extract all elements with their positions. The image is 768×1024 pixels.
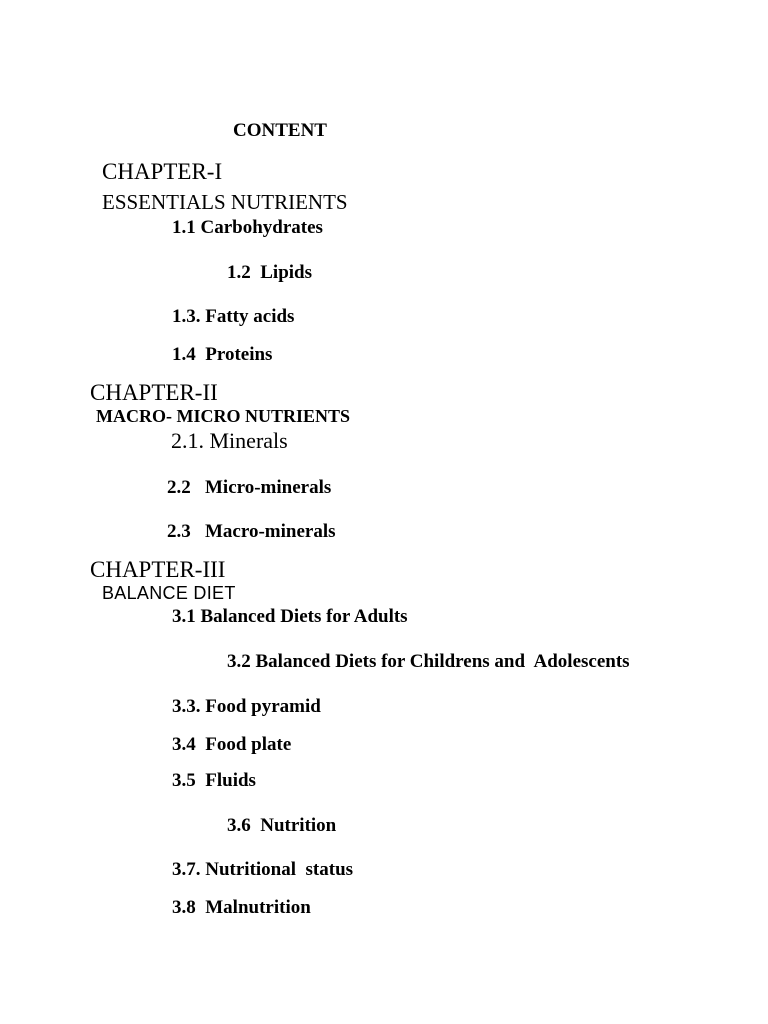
toc-item-1-4: 1.4 Proteins — [172, 344, 273, 365]
toc-item-3-7: 3.7. Nutritional status — [172, 859, 354, 880]
toc-item-3-4: 3.4 Food plate — [172, 734, 292, 755]
toc-item-3-3: 3.3. Food pyramid — [172, 696, 321, 717]
chapter-2-title: MACRO- MICRO NUTRIENTS — [96, 406, 351, 426]
toc-item-3-5: 3.5 Fluids — [172, 770, 256, 791]
chapter-3-title: BALANCE DIET — [102, 583, 236, 603]
toc-item-2-1: 2.1. Minerals — [171, 428, 288, 453]
toc-item-1-1: 1.1 Carbohydrates — [172, 217, 323, 238]
toc-item-2-2: 2.2 Micro-minerals — [167, 477, 332, 498]
toc-item-3-6: 3.6 Nutrition — [227, 815, 337, 836]
chapter-3-heading: CHAPTER-III — [90, 557, 226, 582]
toc-item-3-2: 3.2 Balanced Diets for Childrens and Adolescents — [227, 651, 630, 672]
toc-item-3-1: 3.1 Balanced Diets for Adults — [172, 606, 408, 627]
chapter-1-title: ESSENTIALS NUTRIENTS — [102, 190, 348, 214]
toc-item-2-3: 2.3 Macro-minerals — [167, 521, 336, 542]
toc-item-3-8: 3.8 Malnutrition — [172, 897, 311, 918]
contents-title: CONTENT — [233, 120, 327, 141]
toc-item-1-2: 1.2 Lipids — [227, 262, 313, 283]
chapter-2-heading: CHAPTER-II — [90, 380, 218, 405]
chapter-1-heading: CHAPTER-I — [102, 159, 223, 184]
toc-item-1-3: 1.3. Fatty acids — [172, 306, 295, 327]
